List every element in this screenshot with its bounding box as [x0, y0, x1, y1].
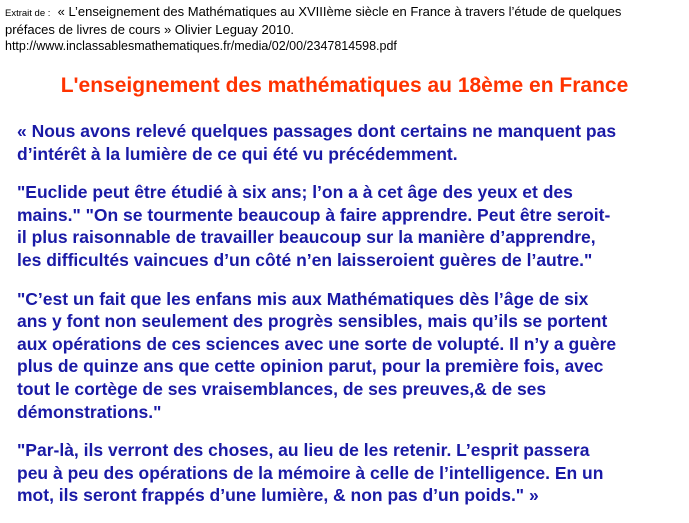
text-line: plus de quinze ans que cette opinion parut, pour la première fois, avec	[17, 356, 604, 377]
paragraph-1	[17, 120, 682, 165]
source-citation	[5, 4, 685, 54]
text-line: il plus raisonnable de travailler beaucoup sur la manière d’apprendre,	[17, 227, 596, 248]
text-line: les difficultés vaincues d’un côté n’en laisseroient guères de l’autre."	[17, 249, 593, 270]
text-line: d’intérêt à la lumière de ce qui été vu précédemment.	[17, 143, 458, 164]
citation-label: Extrait de :	[5, 8, 51, 19]
text-line: ans y font non seulement des progrès sensibles, mais qu’ils se portent	[17, 311, 608, 332]
text-line: mains." "On se tourmente beaucoup à faire apprendre. Peut être seroit-	[17, 204, 611, 225]
citation-line-1: « L’enseignement des Mathématiques au XVIIIème siècle en France à travers l’étude de quelques	[57, 4, 622, 19]
quote-body	[17, 120, 682, 523]
text-line: mot, ils seront frappés d’une lumière, & non pas d’un poids." »	[17, 485, 539, 506]
text-line: tout le cortège de ses vraisemblances, de ses preuves,& de ses	[17, 378, 547, 399]
page-title: L'enseignement des mathématiques au 18ème en France	[60, 74, 629, 97]
text-line: peu à peu des opérations de la mémoire à celle de l’intelligence. En un	[17, 462, 604, 483]
text-line: "C’est un fait que les enfans mis aux Mathématiques dès l’âge de six	[17, 288, 589, 309]
text-line: "Par-là, ils verront des choses, au lieu de les retenir. L’esprit passera	[17, 440, 590, 461]
source-url: http://www.inclassablesmathematiques.fr/media/02/00/2347814598.pdf	[5, 39, 397, 53]
text-line: « Nous avons relevé quelques passages dont certains ne manquent pas	[17, 121, 617, 141]
citation-line-2: préfaces de livres de cours » Olivier Leguay 2010.	[5, 22, 295, 37]
paragraph-3	[17, 288, 682, 424]
paragraph-2	[17, 181, 682, 271]
text-line: aux opérations de ces sciences avec une sorte de volupté. Il n’y a guère	[17, 333, 617, 354]
paragraph-4	[17, 439, 682, 507]
text-line: "Euclide peut être étudié à six ans; l’on a à cet âge des yeux et des	[17, 182, 573, 203]
text-line: démonstrations."	[17, 401, 162, 422]
